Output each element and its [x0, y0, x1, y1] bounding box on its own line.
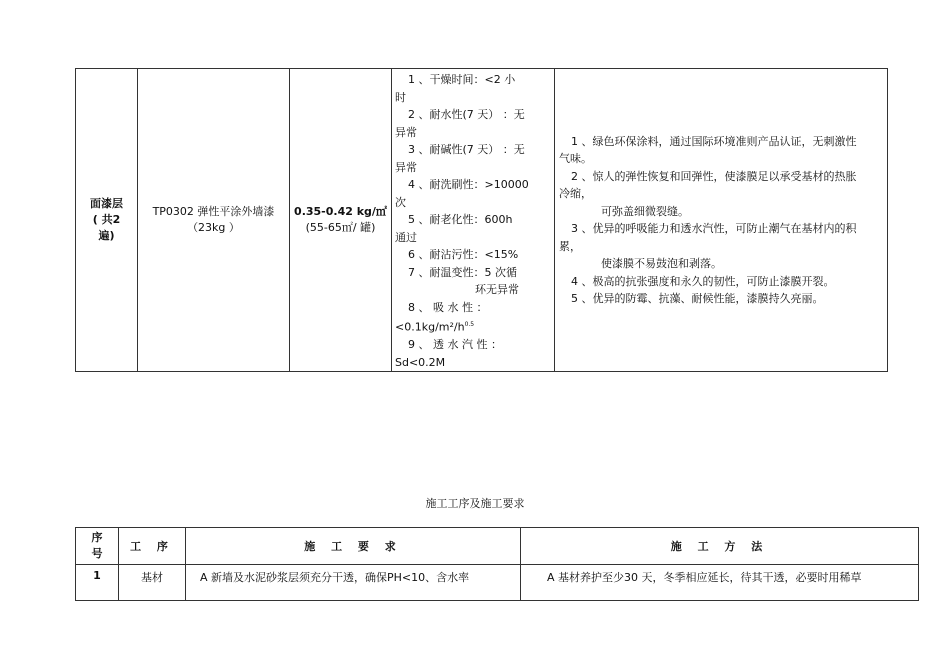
- feature-item-cont: 冷缩，: [559, 187, 592, 201]
- performance-item: 4 、耐洗刷性：>10000: [408, 178, 529, 191]
- performance-item: 7 、耐温变性：5 次循: [408, 265, 517, 279]
- performance-item-cont: 异常: [395, 125, 417, 139]
- performance-item-cont: [395, 316, 550, 336]
- performance-item-cont: 环无异常: [475, 283, 519, 296]
- feature-item-sub: 可弥盖细微裂缝。: [601, 204, 689, 218]
- product-cell: [138, 69, 290, 372]
- performance-item: 6 、耐沾污性：<15%: [408, 248, 519, 261]
- performance-value: <0.1kg/m²/h: [395, 320, 465, 334]
- performance-item: 3 、耐碱性(7 天） ：无: [408, 143, 525, 156]
- feature-item-sub: 使漆膜不易鼓泡和剥落。: [601, 257, 722, 271]
- feature-item: 3 、优异的呼吸能力和透水汽性，可防止潮气在基材内的积: [571, 222, 857, 236]
- header-process: 工 序: [119, 528, 186, 565]
- header-requirements: 施 工 要 求: [186, 528, 521, 565]
- performance-item-cont: 次: [395, 195, 406, 209]
- coverage-rate: 0.35-0.42 kg/㎡: [294, 205, 387, 219]
- header-index: 序 号: [76, 528, 119, 565]
- performance-item-cont: 通过: [395, 230, 417, 244]
- performance-item-cont: 时: [395, 90, 406, 104]
- feature-item: 4 、极高的抗张强度和永久的韧性，可防止漆膜开裂。: [571, 274, 835, 288]
- coverage-area: (55-65㎡/ 罐): [305, 221, 376, 235]
- feature-item-cont: 气味。: [559, 152, 592, 166]
- section-caption: 施工工序及施工要求: [425, 497, 525, 510]
- performance-list: [395, 71, 550, 371]
- coverage-cell: [290, 69, 392, 372]
- row-requirements: A 新墙及水泥砂浆层须充分干透，确保PH<10、含水率: [186, 565, 521, 601]
- feature-item: 1 、绿色环保涂料，通过国际环境准则产品认证，无刺激性: [571, 134, 857, 148]
- performance-item: 5 、耐老化性：600h: [408, 213, 513, 226]
- feature-item-cont: 累，: [559, 239, 581, 253]
- row-index: 1: [76, 565, 119, 601]
- performance-exponent: 0.5: [464, 321, 475, 328]
- table-row: [76, 69, 888, 372]
- product-name: TP0302 弹性平涂外墙漆: [152, 205, 275, 219]
- features-list: [559, 133, 881, 308]
- performance-item-cont: 异常: [395, 160, 417, 174]
- row-process: 基材: [119, 565, 186, 601]
- features-cell: [555, 69, 888, 372]
- feature-item: 5 、优异的防霉、抗藻、耐候性能，漆膜持久亮丽。: [571, 292, 824, 306]
- header-method: 施 工 方 法: [521, 528, 919, 565]
- performance-item: 2 、耐水性(7 天） ：无: [408, 108, 525, 121]
- performance-item: 1 、干燥时间：<2 小: [408, 73, 516, 86]
- row-method: A 基材养护至少30 天，冬季相应延长，待其干透，必要时用稀草: [521, 565, 919, 601]
- table-row: [76, 565, 919, 601]
- header-row: [76, 528, 919, 565]
- performance-item-cont: Sd<0.2M: [395, 355, 446, 369]
- performance-item: 8 、 吸 水 性 ：: [408, 300, 488, 314]
- coating-spec-table: [75, 68, 888, 372]
- performance-cell: [392, 69, 555, 372]
- feature-item: 2 、惊人的弹性恢复和回弹性，使漆膜足以承受基材的热胀: [571, 169, 857, 183]
- performance-item: 9 、 透 水 汽 性 ：: [408, 338, 502, 352]
- product-package: （23kg ）: [187, 221, 240, 235]
- construction-table: [75, 527, 919, 601]
- layer-cell: 面漆层 ( 共2 遍): [76, 69, 138, 372]
